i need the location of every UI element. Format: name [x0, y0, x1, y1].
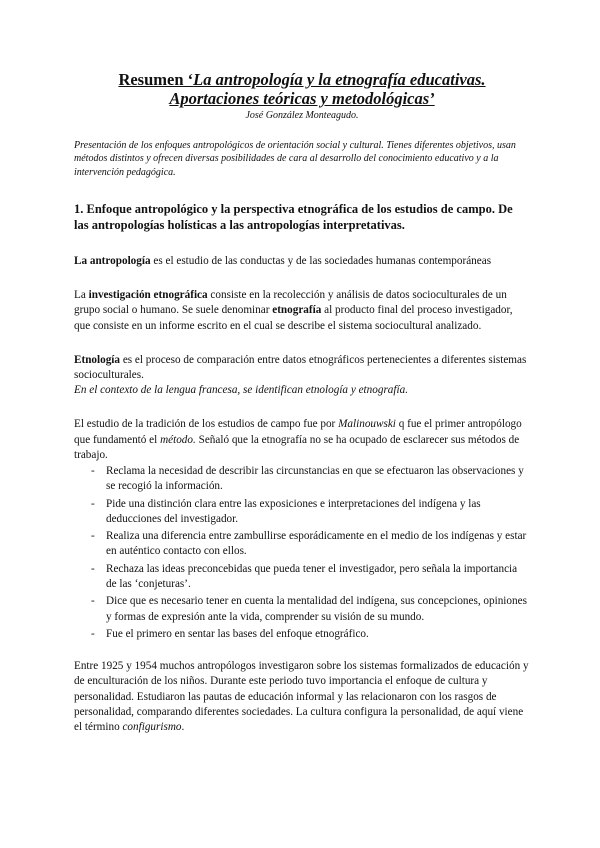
paragraph-etnologia — [74, 353, 530, 399]
malinowski-list — [74, 464, 530, 642]
list-item — [74, 594, 530, 624]
dash-bullet: - — [91, 595, 95, 608]
term-investigacion: investigación etnográfica — [88, 289, 208, 302]
investigacion-post: al producto final del proceso investigador, que consiste en un informe escrito en el cual se describe el sistema sociocultural analizado. — [74, 304, 513, 332]
etnologia-note: En el contexto de la lengua francesa, se identifican etnología y etnografía. — [74, 384, 408, 397]
list-item — [74, 529, 530, 559]
metodo-term: método. — [160, 433, 196, 446]
dash-bullet: - — [91, 464, 95, 477]
title-line2: Aportaciones teóricas y metodológicas’ — [169, 89, 435, 108]
list-item — [74, 464, 530, 494]
malinowski-name: Malinouwski — [338, 418, 396, 431]
dash-bullet: - — [91, 530, 95, 543]
cultura-text: Entre 1925 y 1954 muchos antropólogos investigaron sobre los sistemas formalizados de educación y de enculturación de los niños. Durante este periodo tuvo importancia el enfoque de cultura y personalidad. Estudiaron las pautas de educación informal y las relacionaron con los rasgos de personalidad, comparando diferentes sociedades. La cultura configura la personalidad, de aquí viene el término — [74, 660, 529, 733]
term-etnografia: etnografía — [272, 304, 322, 317]
dash-bullet: - — [91, 497, 95, 510]
list-item-text: Pide una distinción clara entre las exposiciones e interpretaciones del indígena y las deducciones del investigador. — [106, 497, 481, 525]
tradicion-pre: El estudio de la tradición de los estudios de campo fue por — [74, 418, 339, 431]
list-item-text: Fue el primero en sentar las bases del enfoque etnográfico. — [106, 627, 369, 640]
tradicion-post: Señaló que la etnografía no se ha ocupado de esclarecer sus métodos de trabajo. — [74, 433, 520, 461]
list-item — [74, 497, 530, 527]
term-configurismo: configurismo — [122, 720, 182, 733]
document-title — [74, 70, 530, 108]
title-line1: La antropología y la etnografía educativas. — [193, 70, 486, 89]
term-etnologia: Etnología — [74, 353, 121, 366]
paragraph-investigacion — [74, 288, 530, 334]
investigacion-mid: consiste en la recolección y análisis de datos socioculturales de un grupo social o humano. Se suele denominar — [74, 289, 507, 317]
section-heading: 1. Enfoque antropológico y la perspectiva etnográfica de los estudios de campo. De las antropologías holísticas a las antropologías interpretativas. — [74, 201, 513, 232]
cultura-end: . — [181, 720, 185, 733]
investigacion-pre: La — [74, 289, 89, 302]
etnologia-text: es el proceso de comparación entre datos etnográficos pertenecientes a diferentes sistemas socioculturales. — [74, 353, 527, 381]
list-item-text: Reclama la necesidad de describir las circunstancias en que se efectuaron las observaciones y se recogió la información. — [106, 464, 524, 493]
list-item — [74, 562, 530, 592]
author: José González Monteagudo. — [245, 110, 359, 121]
dash-bullet: - — [91, 562, 95, 575]
list-item-text: Dice que es necesario tener en cuenta la mentalidad del indígena, sus concepciones, opiniones y formas de expresión ante la vida, comprender su visión de su mundo. — [106, 595, 527, 623]
antropologia-text: es el estudio de las conductas y de las sociedades humanas contemporáneas — [150, 254, 492, 267]
list-item-text: Realiza una diferencia entre zambullirse esporádicamente en el medio de los indígenas y estar en auténtico contacto con ellos. — [106, 530, 527, 558]
tradicion-mid: q fue el primer antropólogo que fundamentó el — [74, 418, 522, 446]
list-item — [74, 627, 530, 642]
intro-paragraph: Presentación de los enfoques antropológicos de orientación social y cultural. Tienes diferentes objetivos, usan métodos distintos y ofrecen diversas posibilidades de cara al desarrollo del conocimiento educativo y a la intervención pedagógica. — [74, 140, 516, 178]
paragraph-tradicion — [74, 417, 530, 463]
title-prefix: Resumen ‘ — [118, 70, 194, 89]
list-item-text: Rechaza las ideas preconcebidas que pueda tener el investigador, pero señala la importancia de las ‘conjeturas’. — [106, 562, 518, 590]
paragraph-cultura — [74, 659, 530, 735]
paragraph-antropologia — [74, 254, 530, 269]
dash-bullet: - — [91, 627, 95, 640]
term-antropologia: La antropología — [74, 254, 151, 267]
